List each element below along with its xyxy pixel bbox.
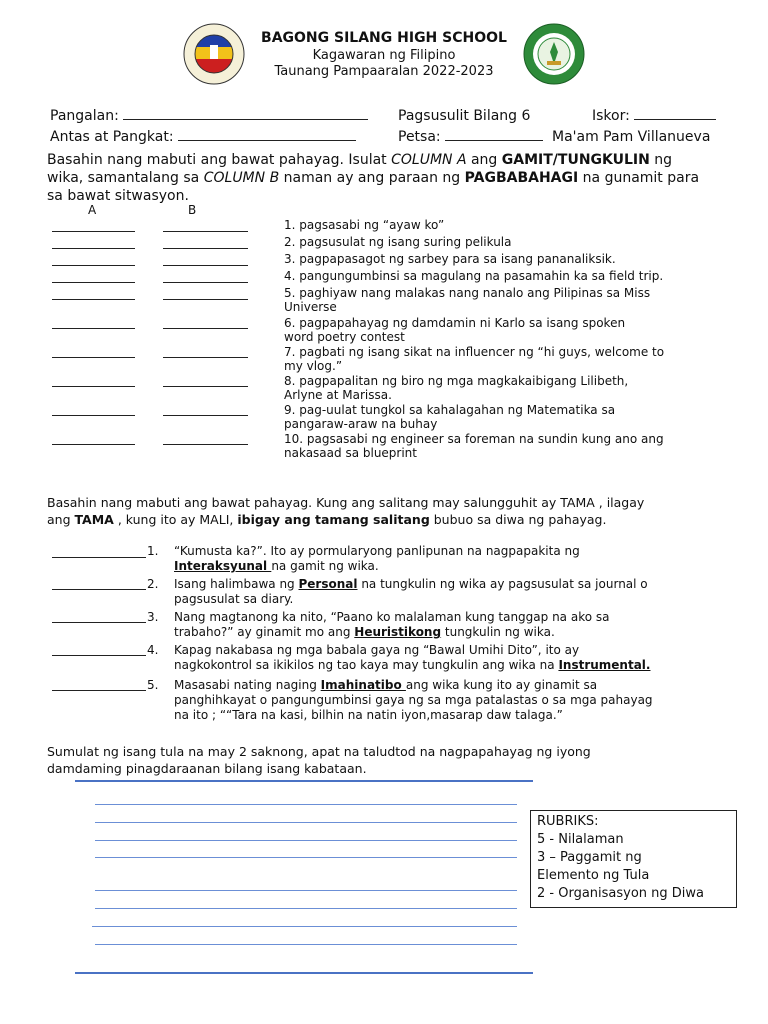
item-number: 5.: [147, 678, 159, 692]
column-b-header: B: [188, 203, 197, 217]
grade-section-label: Antas at Pangkat:: [50, 129, 174, 145]
part1-instructions: Basahin nang mabuti ang bawat pahayag. Isulat COLUMN A ang GAMIT/TUNGKULIN ng wika, samantalang sa COLUMN B naman ay ang paraan ng PAGBABAHAGI na gunamit para sa bawat sitwasyon.: [47, 152, 700, 204]
answer-blank[interactable]: [52, 589, 146, 590]
answer-b-blank[interactable]: [163, 415, 248, 416]
list-item: 1. pagsasabi ng “ayaw ko”: [284, 218, 445, 232]
list-item: 5. paghiyaw nang malakas nang nanalo ang Pilipinas sa Miss Universe: [284, 286, 651, 314]
answer-a-blank[interactable]: [52, 231, 135, 232]
answer-a-blank[interactable]: [52, 386, 135, 387]
writing-line[interactable]: [92, 926, 517, 927]
list-item: Masasabi nating naging Imahinatibo ang wika kung ito ay ginamit sa panghihkayat o pangungumbinsi gaya ng sa mga patalastas o sa mga pahayag na ito ; ““Tara na kasi, bilhin na natin iyon,masarap daw talaga.”: [174, 678, 653, 722]
list-item: 10. pagsasabi ng engineer sa foreman na sundin kung ano ang nakasaad sa blueprint: [284, 432, 664, 460]
answer-b-blank[interactable]: [163, 231, 248, 232]
answer-a-blank[interactable]: [52, 265, 135, 266]
date-field[interactable]: [398, 129, 543, 145]
writing-line[interactable]: [95, 857, 517, 858]
part3-instructions: Sumulat ng isang tula na may 2 saknong, apat na taludtod na nagpapahayag ng iyong damdaming pinagdaraanan bilang isang kabataan.: [47, 744, 591, 776]
writing-line[interactable]: [95, 944, 517, 945]
writing-line[interactable]: [95, 908, 517, 909]
list-item: 4. pangungumbinsi sa magulang na pasamahin ka sa field trip.: [284, 269, 664, 283]
answer-a-blank[interactable]: [52, 248, 135, 249]
quiz-number: Pagsusulit Bilang 6: [398, 108, 531, 124]
date-blank[interactable]: [445, 140, 543, 141]
answer-b-blank[interactable]: [163, 444, 248, 445]
list-item: 7. pagbati ng isang sikat na influencer ng “hi guys, welcome to my vlog.”: [284, 345, 665, 373]
list-item: 9. pag-uulat tungkol sa kahalagahan ng Matematika sa pangaraw-araw na buhay: [284, 403, 616, 431]
answer-b-blank[interactable]: [163, 282, 248, 283]
rubric-item: 2 - Organisasyon ng Diwa: [537, 886, 705, 901]
writing-line[interactable]: [95, 890, 517, 891]
school-year: Taunang Pampaaralan 2022-2023: [274, 64, 494, 79]
answer-b-blank[interactable]: [163, 357, 248, 358]
writing-area-top-rule: [75, 780, 533, 782]
list-item: Nang magtanong ka nito, “Paano ko malalaman kung tanggap na ako sa trabaho?” ay ginamit mo ang Heuristikong tungkulin ng wika.: [174, 610, 610, 639]
answer-a-blank[interactable]: [52, 357, 135, 358]
list-item: 8. pagpapalitan ng biro ng mga magkakaibigang Lilibeth, Arlyne at Marissa.: [284, 374, 629, 402]
rubric-item: Elemento ng Tula: [537, 868, 650, 883]
answer-b-blank[interactable]: [163, 386, 248, 387]
item-number: 2.: [147, 577, 159, 591]
list-item: Isang halimbawa ng Personal na tungkulin ng wika ay pagsusulat sa journal o pagsusulat sa diary.: [174, 577, 648, 606]
grade-section-field[interactable]: [50, 129, 356, 145]
part2-instructions: Basahin nang mabuti ang bawat pahayag. Kung ang salitang may salungguhit ay TAMA , ilagay ang TAMA , kung ito ay MALI, ibigay ang tamang salitang bubuo sa diwa ng pahayag.: [47, 495, 645, 527]
item-number: 1.: [147, 544, 159, 558]
writing-area-bottom-rule: [75, 972, 533, 974]
answer-blank[interactable]: [52, 690, 146, 691]
answer-a-blank[interactable]: [52, 415, 135, 416]
writing-line[interactable]: [95, 804, 517, 805]
list-item: 2. pagsusulat ng isang suring pelikula: [284, 235, 512, 249]
rubrics-box: [530, 810, 737, 908]
name-label: Pangalan:: [50, 108, 119, 124]
answer-blank[interactable]: [52, 655, 146, 656]
score-field[interactable]: [592, 108, 716, 124]
answer-b-blank[interactable]: [163, 328, 248, 329]
answer-a-blank[interactable]: [52, 328, 135, 329]
answer-b-blank[interactable]: [163, 299, 248, 300]
rubrics-title: RUBRIKS:: [537, 814, 599, 829]
item-number: 4.: [147, 643, 159, 657]
item-number: 3.: [147, 610, 159, 624]
list-item: 6. pagpapahayag ng damdamin ni Karlo sa isang spoken word poetry contest: [284, 316, 626, 344]
answer-blank[interactable]: [52, 622, 146, 623]
answer-a-blank[interactable]: [52, 282, 135, 283]
score-blank[interactable]: [634, 119, 716, 120]
name-field[interactable]: [50, 108, 368, 124]
grade-section-blank[interactable]: [178, 140, 356, 141]
answer-blank[interactable]: [52, 557, 146, 558]
name-blank[interactable]: [123, 119, 368, 120]
answer-a-blank[interactable]: [52, 299, 135, 300]
list-item: “Kumusta ka?”. Ito ay pormularyong panlipunan na nagpapakita ng Interaksyunal na gamit ng wika.: [174, 544, 580, 573]
writing-line[interactable]: [95, 840, 517, 841]
department: Kagawaran ng Filipino: [312, 48, 456, 63]
writing-line[interactable]: [95, 822, 517, 823]
answer-b-blank[interactable]: [163, 265, 248, 266]
column-a-header: A: [88, 203, 97, 217]
school-name: BAGONG SILANG HIGH SCHOOL: [261, 30, 507, 46]
answer-a-blank[interactable]: [52, 444, 135, 445]
answer-b-blank[interactable]: [163, 248, 248, 249]
list-item: 3. pagpapasagot ng sarbey para sa isang pananaliksik.: [284, 252, 616, 266]
score-label: Iskor:: [592, 108, 630, 124]
teacher-name: Ma'am Pam Villanueva: [552, 129, 711, 145]
rubric-item: 3 – Paggamit ng: [537, 850, 642, 865]
list-item: Kapag nakabasa ng mga babala gaya ng “Bawal Umihi Dito”, ito ay nagkokontrol sa ikikilos ng tao kaya may tungkulin ang wika na Instrumental.: [174, 643, 651, 672]
rubric-item: 5 - Nilalaman: [537, 832, 624, 847]
date-label: Petsa:: [398, 129, 441, 145]
